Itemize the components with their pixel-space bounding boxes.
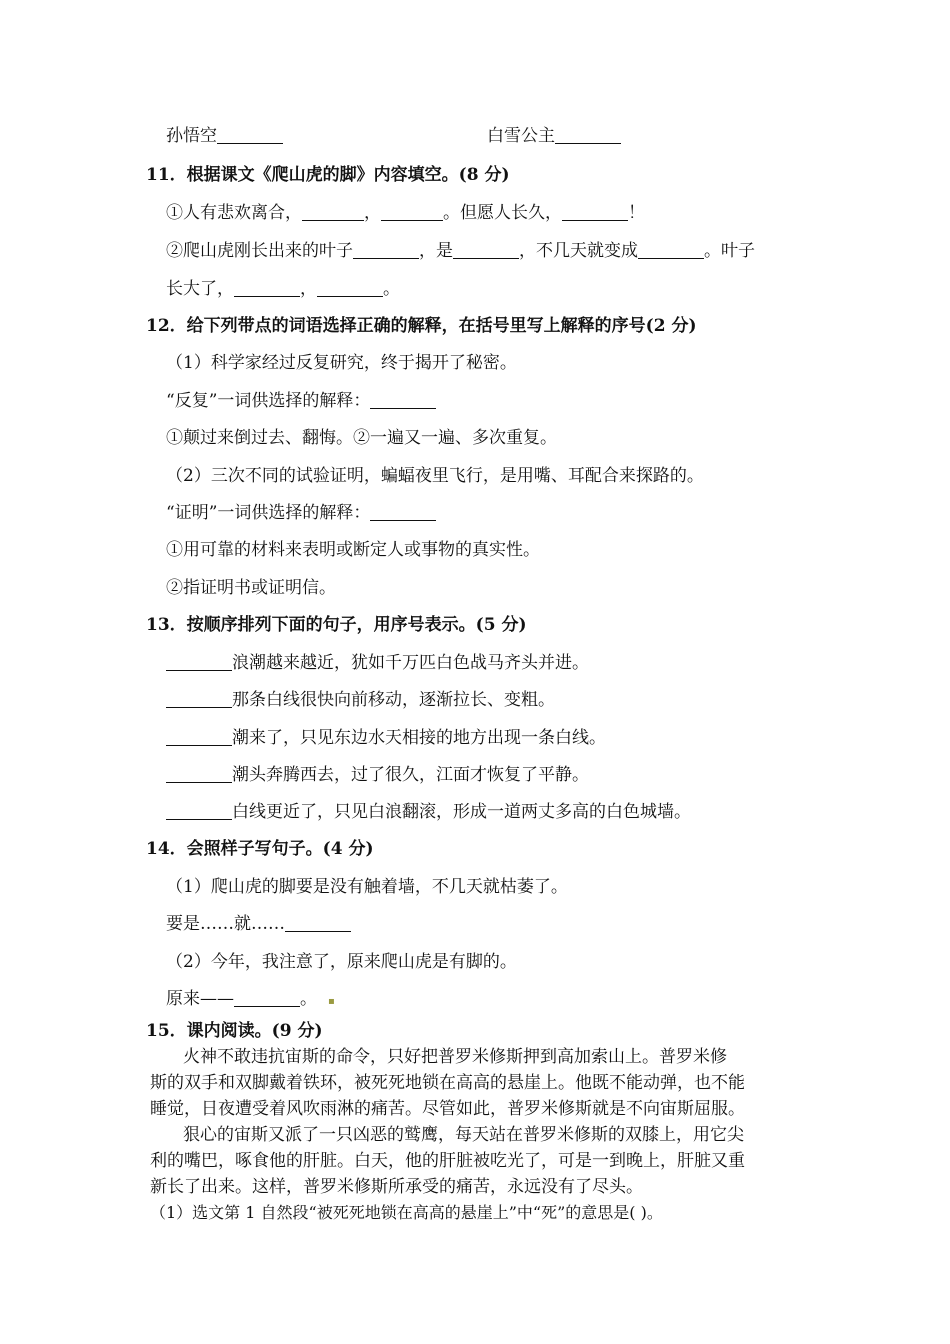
blank: [166, 729, 232, 746]
text: 。叶子: [704, 241, 755, 261]
q13-heading: 13．按顺序排列下面的句子，用序号表示。(5 分): [146, 615, 527, 635]
q15-paragraph2: [183, 1122, 744, 1148]
text: 。: [383, 279, 400, 299]
q15-subquestion1: （1）选文第 1 自然段“被死死地锁在高高的悬崖上”中“死”的意思是( )。: [150, 1203, 663, 1222]
blank: [166, 691, 232, 708]
text: ！: [628, 203, 645, 223]
label-sunwukong: 孙悟空: [166, 126, 217, 146]
text: 潮来了，只见东边水天相接的地方出现一条白线。: [232, 728, 606, 748]
text: 长大了，: [166, 279, 234, 299]
text: “反复”一词供选择的解释：: [166, 391, 371, 411]
blank: [353, 242, 419, 259]
q11-line3: [166, 278, 400, 300]
blank: [234, 990, 300, 1007]
q11-line1: [166, 202, 645, 224]
text: ②爬山虎刚长出来的叶子: [166, 241, 353, 261]
stray-mark: ▪: [328, 996, 335, 1007]
blank: [166, 803, 232, 820]
paragraph-line: 火神不敢违抗宙斯的命令，只好把普罗米修斯押到高加索山上。普罗米修: [183, 1047, 727, 1067]
q15-heading: 15．课内阅读。(9 分): [146, 1021, 323, 1041]
q12-heading: 12．给下列带点的词语选择正确的解释，在括号里写上解释的序号(2 分): [146, 316, 697, 336]
q14-heading: 14．会照样子写句子。(4 分): [146, 839, 374, 859]
q15-paragraph1: [183, 1044, 727, 1070]
blank: [302, 204, 364, 221]
blank: [217, 127, 283, 144]
paragraph-line: 新长了出来。这样，普罗米修斯所承受的痛苦，永远没有了尽头。: [150, 1177, 643, 1197]
label-snow-white: 白雪公主: [487, 126, 555, 146]
text: ，是: [419, 241, 453, 261]
q11-line2: [166, 240, 755, 262]
blank: [555, 127, 621, 144]
text: 浪潮越来越近，犹如千万匹白色战马齐头并进。: [232, 653, 589, 673]
text: 白线更近了，只见白浪翻滚，形成一道两丈多高的白色城墙。: [232, 802, 691, 822]
blank: [370, 392, 436, 409]
q14-sentence1: （1）爬山虎的脚要是没有触着墙，不几天就枯萎了。: [166, 877, 568, 897]
q15-paragraph2-cont: [150, 1148, 745, 1200]
q12-options1: ①颠过来倒过去、翻悔。②一遍又一遍、多次重复。: [166, 428, 557, 448]
q12-prompt1: [166, 390, 436, 412]
q13-item: [166, 764, 589, 786]
blank: [638, 242, 704, 259]
paragraph-line: 睡觉，日夜遭受着风吹雨淋的痛苦。尽管如此，普罗米修斯就是不向宙斯屈服。: [150, 1099, 745, 1119]
q13-item: [166, 727, 606, 749]
text: 。: [300, 989, 317, 1009]
blank: [381, 204, 443, 221]
q12-prompt2: [166, 502, 436, 524]
paragraph-line: 斯的双手和双脚戴着铁环，被死死地锁在高高的悬崖上。他既不能动弹，也不能: [150, 1073, 745, 1093]
text: ，不几天就变成: [519, 241, 638, 261]
q14-sentence2: （2）今年，我注意了，原来爬山虎是有脚的。: [166, 952, 517, 972]
header-row-right: [487, 125, 621, 147]
text: ，: [364, 203, 381, 223]
text: 原来——: [166, 989, 234, 1009]
q12-option2-2: ②指证明书或证明信。: [166, 578, 336, 598]
text: 。但愿人长久，: [443, 203, 562, 223]
blank: [562, 204, 628, 221]
text: “证明”一词供选择的解释：: [166, 503, 371, 523]
text: 要是……就……: [166, 914, 285, 934]
blank: [166, 654, 232, 671]
blank: [317, 280, 383, 297]
blank: [453, 242, 519, 259]
paragraph-line: 狠心的宙斯又派了一只凶恶的鹫鹰，每天站在普罗米修斯的双膝上，用它尖: [183, 1125, 744, 1145]
blank: [234, 280, 300, 297]
blank: [285, 915, 351, 932]
q13-item: [166, 652, 589, 674]
blank: [166, 766, 232, 783]
q12-option2-1: ①用可靠的材料来表明或断定人或事物的真实性。: [166, 540, 540, 560]
paragraph-line: 利的嘴巴，啄食他的肝脏。白天，他的肝脏被吃光了，可是一到晚上，肝脏又重: [150, 1151, 745, 1171]
q14-pattern1: [166, 913, 351, 935]
text: 那条白线很快向前移动，逐渐拉长、变粗。: [232, 690, 555, 710]
text: ①人有悲欢离合，: [166, 203, 302, 223]
q13-item: [166, 689, 555, 711]
q12-sentence2: （2）三次不同的试验证明，蝙蝠夜里飞行，是用嘴、耳配合来探路的。: [166, 466, 704, 486]
q12-sentence1: （1）科学家经过反复研究，终于揭开了秘密。: [166, 353, 517, 373]
header-row-left: [166, 125, 283, 147]
q11-heading: 11．根据课文《爬山虎的脚》内容填空。(8 分): [146, 165, 510, 185]
q14-pattern2: [166, 988, 317, 1010]
q13-item: [166, 801, 691, 823]
q15-paragraph1-cont: [150, 1070, 745, 1122]
text: ，: [300, 279, 317, 299]
blank: [370, 504, 436, 521]
text: 潮头奔腾西去，过了很久，江面才恢复了平静。: [232, 765, 589, 785]
